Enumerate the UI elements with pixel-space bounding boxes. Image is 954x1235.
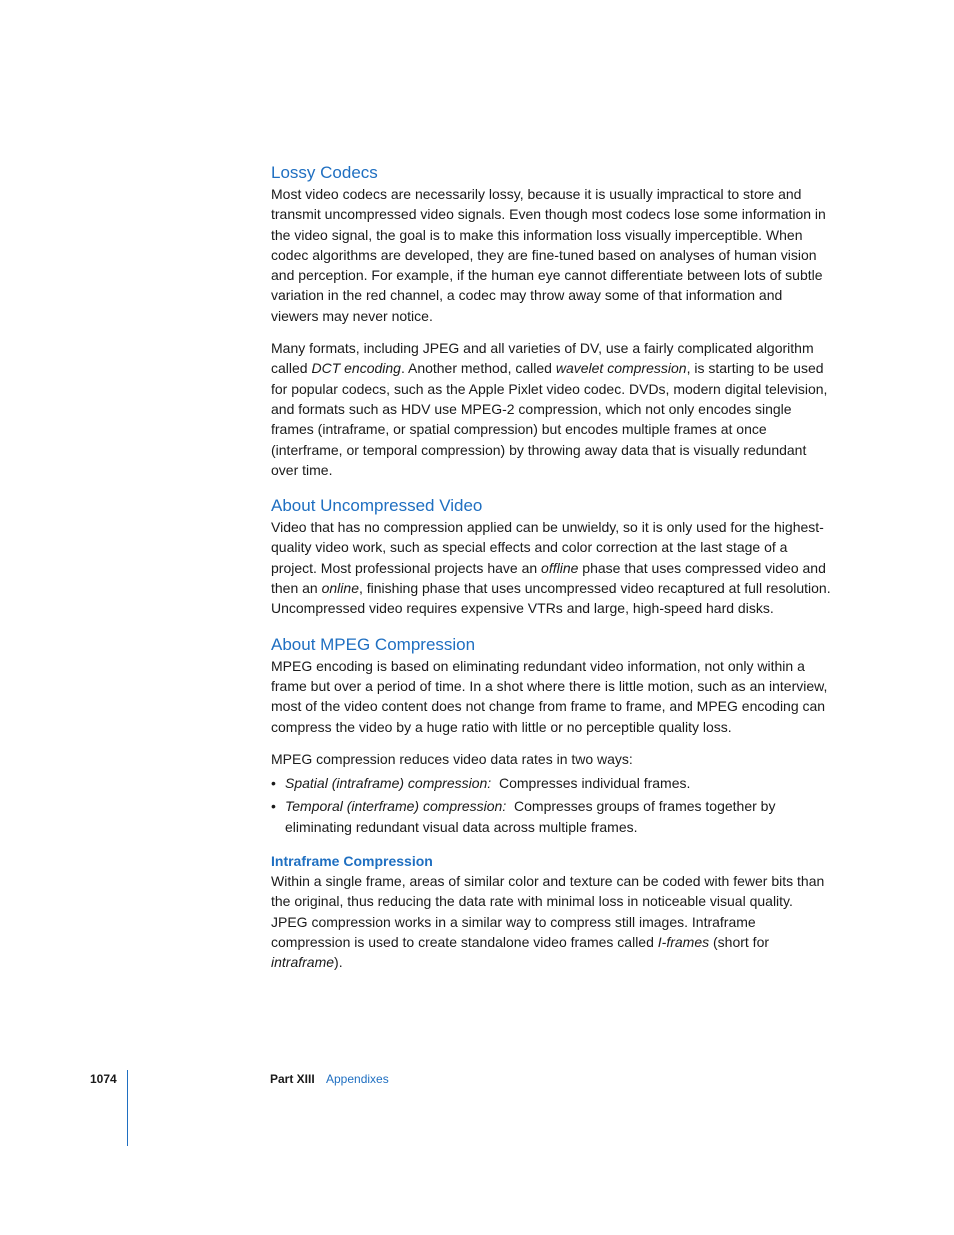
term-i-frames: I-frames (657, 933, 710, 950)
text-run: Within a single frame, areas of similar color and texture can be coded with fewer bits than the original, thus reducing the data rate with minimal loss in noticeable visual quality. JPEG compression works in a similar way to compress still images. Intraframe compression is used to create standalone video frames called (271, 873, 825, 950)
list-item (271, 796, 831, 837)
paragraph-mpeg-2: MPEG compression reduces video data rates in two ways: (271, 750, 633, 767)
paragraph-intraframe (271, 871, 831, 972)
text-run: , is starting to be used for popular codecs, such as the Apple Pixlet video codec. DVDs, modern digital television, and formats such as HDV use MPEG-2 compression, which not only encodes single frames (intraframe, or spatial compression) but encodes multiple frames at once (interframe, or temporal compression) by throwing away data that is visually redundant over time. (271, 360, 828, 478)
text-run: . Another method, called (400, 360, 556, 377)
term-dct-encoding: DCT encoding (311, 360, 401, 377)
paragraph-mpeg-1: MPEG encoding is based on eliminating redundant video information, not only within a frame but over a period of time. In a shot where there is little motion, such as an interview, most of the video content does not change from frame to frame, and MPEG encoding can compress the video by a huge ratio with little or no perceptible quality loss. (271, 657, 828, 735)
heading-uncompressed-video: About Uncompressed Video (271, 496, 483, 516)
footer-section-title: Appendixes (326, 1072, 389, 1086)
page-content (271, 162, 831, 973)
list-item (271, 773, 831, 793)
paragraph-lossy-1: Most video codecs are necessarily lossy, because it is usually impractical to store and transmit uncompressed video signals. Even though most codecs lose some information in the video signal, the goal is to make this information loss visually imperceptible. When codec algorithms are developed, they are fine-tuned based on analyses of human vision and perception. For example, if the human eye cannot differentiate between lots of subtle variation in the red channel, a codec may throw away some of that information and viewers may never notice. (271, 186, 826, 324)
term-intraframe: intraframe (271, 954, 335, 971)
text-run: Many formats, including JPEG and all varieties of DV, use a fairly complicated algorithm called (271, 340, 814, 377)
text-run: (short for (709, 933, 770, 950)
footer-part-label: Part XIII (270, 1072, 315, 1086)
term-wavelet-compression: wavelet compression (555, 360, 687, 377)
bullet-text: Compresses individual frames. (498, 775, 691, 792)
paragraph-uncompressed (271, 517, 831, 618)
text-run: ). (334, 954, 343, 971)
bullet-term: Temporal (interframe) compression: (285, 798, 507, 815)
text-run: Video that has no compression applied can be unwieldy, so it is only used for the highest-quality video work, such as special effects and color correction at the last stage of a project. Most professional projects have an (271, 519, 824, 576)
heading-lossy-codecs: Lossy Codecs (271, 163, 378, 182)
bullet-list (271, 773, 831, 837)
bullet-term: Spatial (intraframe) compression: (285, 775, 492, 792)
paragraph-lossy-2 (271, 338, 831, 480)
heading-mpeg-compression: About MPEG Compression (271, 634, 476, 654)
bullet-glyph: • (271, 775, 276, 792)
term-offline: offline (541, 559, 579, 576)
text-run: phase that uses compressed video and then an (271, 559, 826, 597)
page-number: 1074 (90, 1072, 117, 1086)
bullet-glyph: • (271, 798, 276, 815)
text-run: , finishing phase that uses uncompressed video recaptured at full resolution. Uncompressed video requires expensive VTRs and large, high-speed hard disks. (271, 580, 831, 617)
term-online: online (321, 580, 359, 597)
footer-divider (127, 1070, 128, 1146)
bullet-text: Compresses groups of frames together by eliminating redundant visual data across multiple frames. (285, 798, 776, 835)
heading-intraframe-compression: Intraframe Compression (271, 853, 433, 870)
